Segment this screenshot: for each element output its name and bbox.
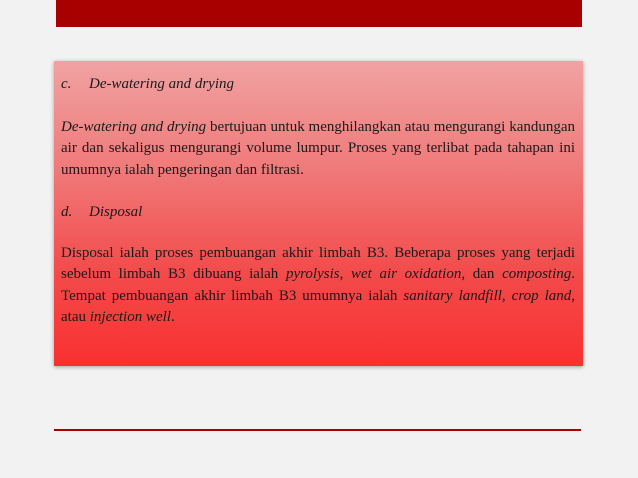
- section-c-paragraph: [61, 117, 575, 182]
- section-c-heading: [61, 74, 575, 96]
- top-accent-bar: [56, 0, 582, 27]
- section-c-term: De-watering and drying: [61, 118, 207, 135]
- section-d-heading: [61, 202, 575, 224]
- spacer: [61, 181, 575, 202]
- bottom-divider-line: [54, 429, 581, 431]
- section-d-text-3: , dan: [461, 266, 503, 282]
- term-crop-land: crop land: [511, 287, 572, 304]
- section-c-letter: c.: [61, 76, 72, 92]
- term-pyrolysis: pyrolysis: [285, 266, 340, 282]
- spacer: [61, 96, 575, 117]
- section-d-text-1: Disposal ialah proses pembuangan akhir limbah B3. Beberapa proses yang terjadi sebelum limbah B3 dibuang ialah: [61, 244, 575, 282]
- section-d-text-5: ,: [501, 287, 512, 304]
- section-d-text-4: . Tempat pembuangan akhir limbah B3 umumnya ialah: [61, 266, 575, 304]
- section-d-text-2: ,: [339, 266, 351, 282]
- section-d-title: Disposal: [89, 204, 143, 220]
- section-d-text-7: .: [170, 309, 175, 325]
- section-c-title: De-watering and drying: [89, 76, 234, 92]
- content-box: [54, 61, 583, 366]
- section-d-paragraph: [61, 243, 575, 329]
- section-c-text: bertujuan untuk menghilangkan atau mengurangi kandungan air dan sekaligus mengurangi volume lumpur. Proses yang terlibat pada tahapan ini umumnya ialah pengeringan dan filtrasi.: [61, 118, 576, 178]
- section-d-letter: d.: [61, 204, 73, 220]
- term-wet-air-oxidation: wet air oxidation: [351, 266, 462, 282]
- spacer: [61, 224, 575, 243]
- term-composting: composting: [502, 266, 572, 282]
- term-sanitary-landfill: sanitary landfill: [403, 287, 502, 304]
- section-d-text-6: , atau: [61, 287, 575, 325]
- term-injection-well: injection well: [89, 309, 171, 325]
